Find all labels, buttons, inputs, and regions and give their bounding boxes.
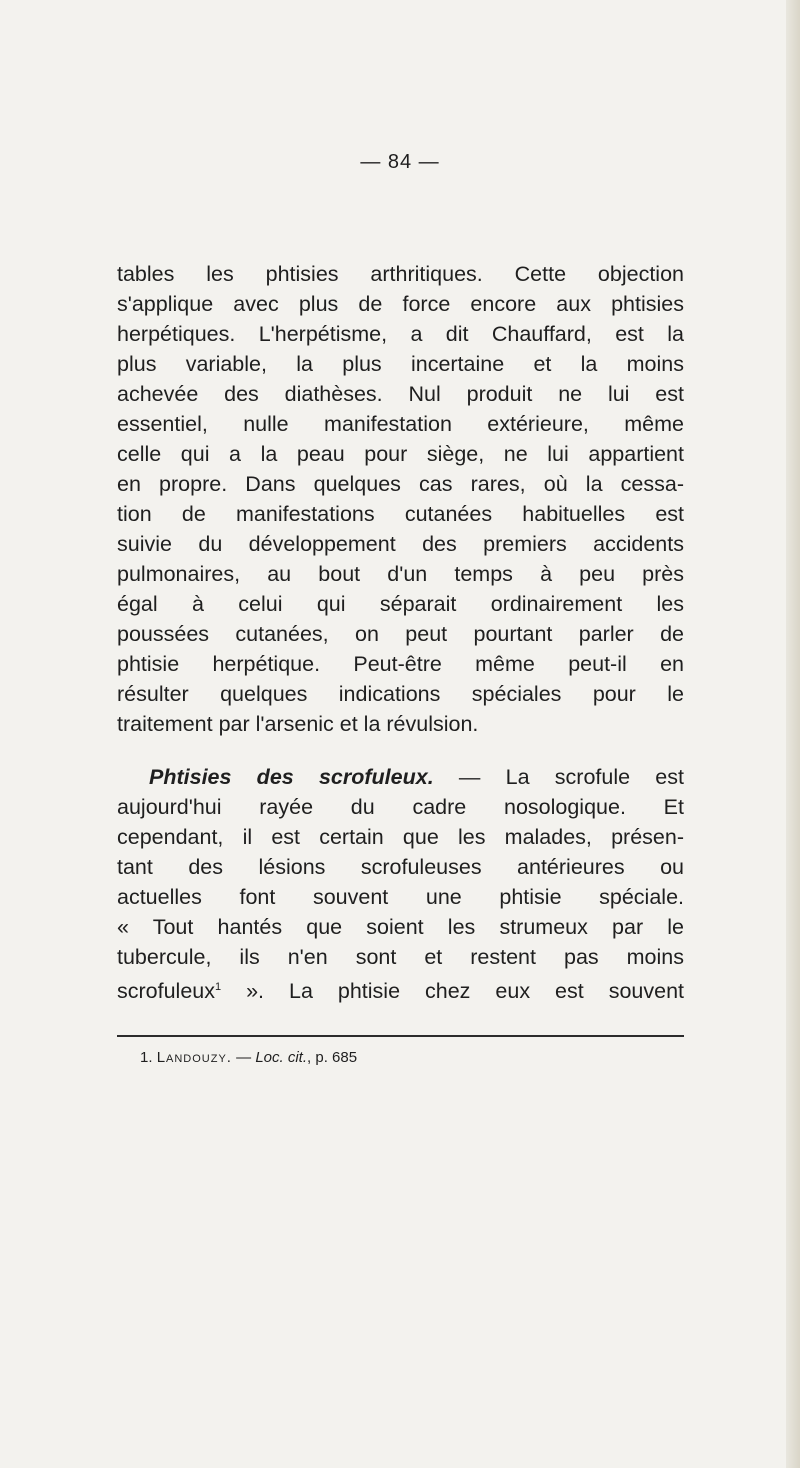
- text-line: « Tout hantés que soient les strumeux par le: [117, 915, 684, 939]
- text-run: ». La phtisie chez eux est souvent: [221, 979, 684, 1004]
- text-line: poussées cutanées, on peut pourtant parler de: [117, 622, 684, 646]
- text-line: cependant, il est certain que les malades, présen-: [117, 825, 684, 849]
- section-heading: Phtisies des scrofuleux.: [149, 765, 434, 789]
- page-number: — 84 —: [360, 151, 440, 173]
- text-line: celle qui a la peau pour siège, ne lui appartient: [117, 442, 684, 466]
- text-line: s'applique avec plus de force encore aux phtisies: [117, 292, 684, 316]
- text-line: essentiel, nulle manifestation extérieure, même: [117, 412, 684, 436]
- text-line: égal à celui qui séparait ordinairement les: [117, 592, 684, 616]
- footnote-ref: Loc. cit.: [255, 1049, 308, 1066]
- footnote-mark: 1: [215, 981, 222, 993]
- text-line: tion de manifestations cutanées habituelles est: [117, 502, 684, 526]
- text-line: tables les phtisies arthritiques. Cette objection: [117, 262, 684, 286]
- footnote: [140, 1048, 357, 1068]
- page-edge-shadow: [786, 0, 800, 1468]
- text-line: traitement par l'arsenic et la révulsion.: [117, 712, 479, 736]
- text-line: pulmonaires, au bout d'un temps à peu près: [117, 562, 684, 586]
- text-line: suivie du développement des premiers accidents: [117, 532, 684, 556]
- text-line: [117, 972, 684, 1006]
- text-run: — La scrofule est: [433, 765, 684, 789]
- footnote-dash: —: [231, 1049, 256, 1066]
- text-line: phtisie herpétique. Peut-être même peut-il en: [117, 652, 684, 676]
- footnote-number: 1.: [140, 1049, 153, 1066]
- text-line: herpétiques. L'herpétisme, a dit Chauffard, est la: [117, 322, 684, 346]
- text-line: achevée des diathèses. Nul produit ne lui est: [117, 382, 684, 406]
- section-first-line: [149, 762, 684, 792]
- text-line: en propre. Dans quelques cas rares, où la cessa-: [117, 472, 684, 496]
- footnote-page: , p. 685: [307, 1049, 358, 1066]
- footnote-rule: [117, 1035, 684, 1037]
- text-line: actuelles font souvent une phtisie spéciale.: [117, 885, 684, 909]
- text-line: tant des lésions scrofuleuses antérieures ou: [117, 855, 684, 879]
- text-line: plus variable, la plus incertaine et la moins: [117, 352, 684, 376]
- text-line: aujourd'hui rayée du cadre nosologique. Et: [117, 795, 684, 819]
- text-line: résulter quelques indications spéciales pour le: [117, 682, 684, 706]
- footnote-author: Landouzy.: [156, 1049, 232, 1066]
- text-line: tubercule, ils n'en sont et restent pas moins: [117, 945, 684, 969]
- text-run: scrofuleux: [117, 979, 215, 1004]
